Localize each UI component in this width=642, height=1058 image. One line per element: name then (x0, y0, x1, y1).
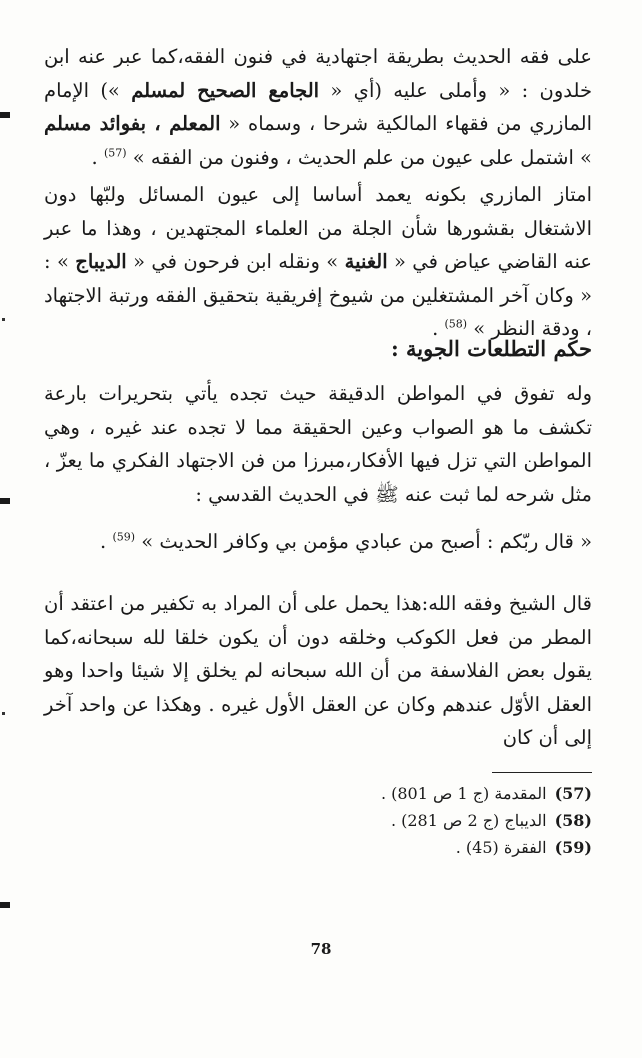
book-title-sahih-muslim: الجامع الصحيح لمسلم (131, 78, 320, 102)
footnote-number: (57) (554, 784, 592, 803)
footnote-divider (492, 772, 592, 773)
scan-margin-mark (0, 902, 10, 908)
footnote-number: (58) (554, 811, 592, 830)
paragraph-2-text: » ونقله ابن فرحون في « (126, 250, 345, 273)
footnote-text: المقدمة (ج 1 ص 801) . (380, 784, 547, 803)
footnote-ref-59[interactable]: (59) (112, 530, 136, 544)
footnote-57 (192, 780, 592, 807)
book-title-al-dibaj: الديباج (75, 250, 127, 273)
footnote-text: الفقرة (45) . (455, 838, 547, 857)
footnote-number: (59) (554, 838, 592, 857)
paragraph-4-text: قال الشيخ وفقه الله:هذا يحمل على أن المراد به تكفير من اعتقد أن المطر من فعل الكوكب وخلقه دون أن يكون خلقا لله سبحانه،كما يقول بعض الفلاسفة من أن الله سبحانه لم يخلق إلا شيئا واحدا وهو العقل الأوّل عندهم وكان عن العقل الأول غيره . وهكذا عن واحد آخر إلى أن كان (44, 592, 592, 749)
paragraph-4 (44, 587, 592, 755)
paragraph-1-end: . (91, 145, 104, 169)
paragraph-3 (44, 377, 592, 511)
footnote-58 (192, 807, 592, 834)
paragraph-2-text: » : « وكان آخر المشتغلين من شيوخ إفريقية بتحقيق الفقه ورتبة الاجتهاد ، ودقة النظر » (44, 250, 592, 340)
book-title-al-ghunya: الغنية (344, 250, 388, 273)
footnote-ref-58[interactable]: (58) (444, 317, 468, 331)
scan-margin-mark (0, 498, 10, 504)
paragraph-3-text: وله تفوق في المواطن الدقيقة حيث تجده يأتي بتحريرات بارعة تكشف ما هو الصواب وعين الحقيقة مما لا تجده عند غيره ، وهي المواطن التي تزل فيها الأفكار،مبرزا من فن الاجتهاد الفكري ما يعزّ ، مثل شرحه لما ثبت عنه ﷺ في الحديث القدسي : (44, 382, 592, 506)
book-title-al-muallim: المعلم ، بفوائد مسلم (44, 112, 221, 135)
page-number: 78 (310, 940, 332, 958)
footnote-59 (192, 834, 592, 861)
scan-margin-mark (0, 112, 10, 118)
hadith-quote-text: « قال ربّكم : أصبح من عبادي مؤمن بي وكافر الحديث » (141, 530, 592, 553)
footnote-text: الديباج (ج 2 ص 281) . (390, 811, 547, 830)
paragraph-2-end: . (432, 317, 445, 340)
paragraph-1-text: على فقه الحديث بطريقة اجتهادية في فنون الفقه،كما عبر عنه ابن خلدون : « وأملى عليه (أي « (44, 45, 592, 102)
hadith-quote-end: . (100, 530, 113, 553)
paragraph-1-text: » اشتمل على عيون من علم الحديث ، وفنون من الفقه » (132, 145, 592, 169)
paragraph-1-text: ») الإمام المازري من فقهاء المالكية شرحا ، وسماه « (44, 78, 592, 135)
paragraph-2-text: امتاز المازري بكونه يعمد أساسا إلى عيون المسائل ولبّها دون الاشتغال بقشورها شأن الجلة من العلماء المجتهدين ، وهذا ما عبر عنه القاضي عياض في « (44, 183, 593, 273)
hadith-quote (100, 530, 592, 553)
footnotes (192, 780, 592, 861)
paragraph-1 (44, 40, 592, 174)
scan-speck (2, 318, 5, 321)
section-heading: حكم التطلعات الجوية : (390, 336, 592, 361)
footnote-ref-57[interactable]: (57) (103, 146, 127, 159)
scan-speck (2, 712, 5, 715)
paragraph-2 (44, 178, 592, 346)
